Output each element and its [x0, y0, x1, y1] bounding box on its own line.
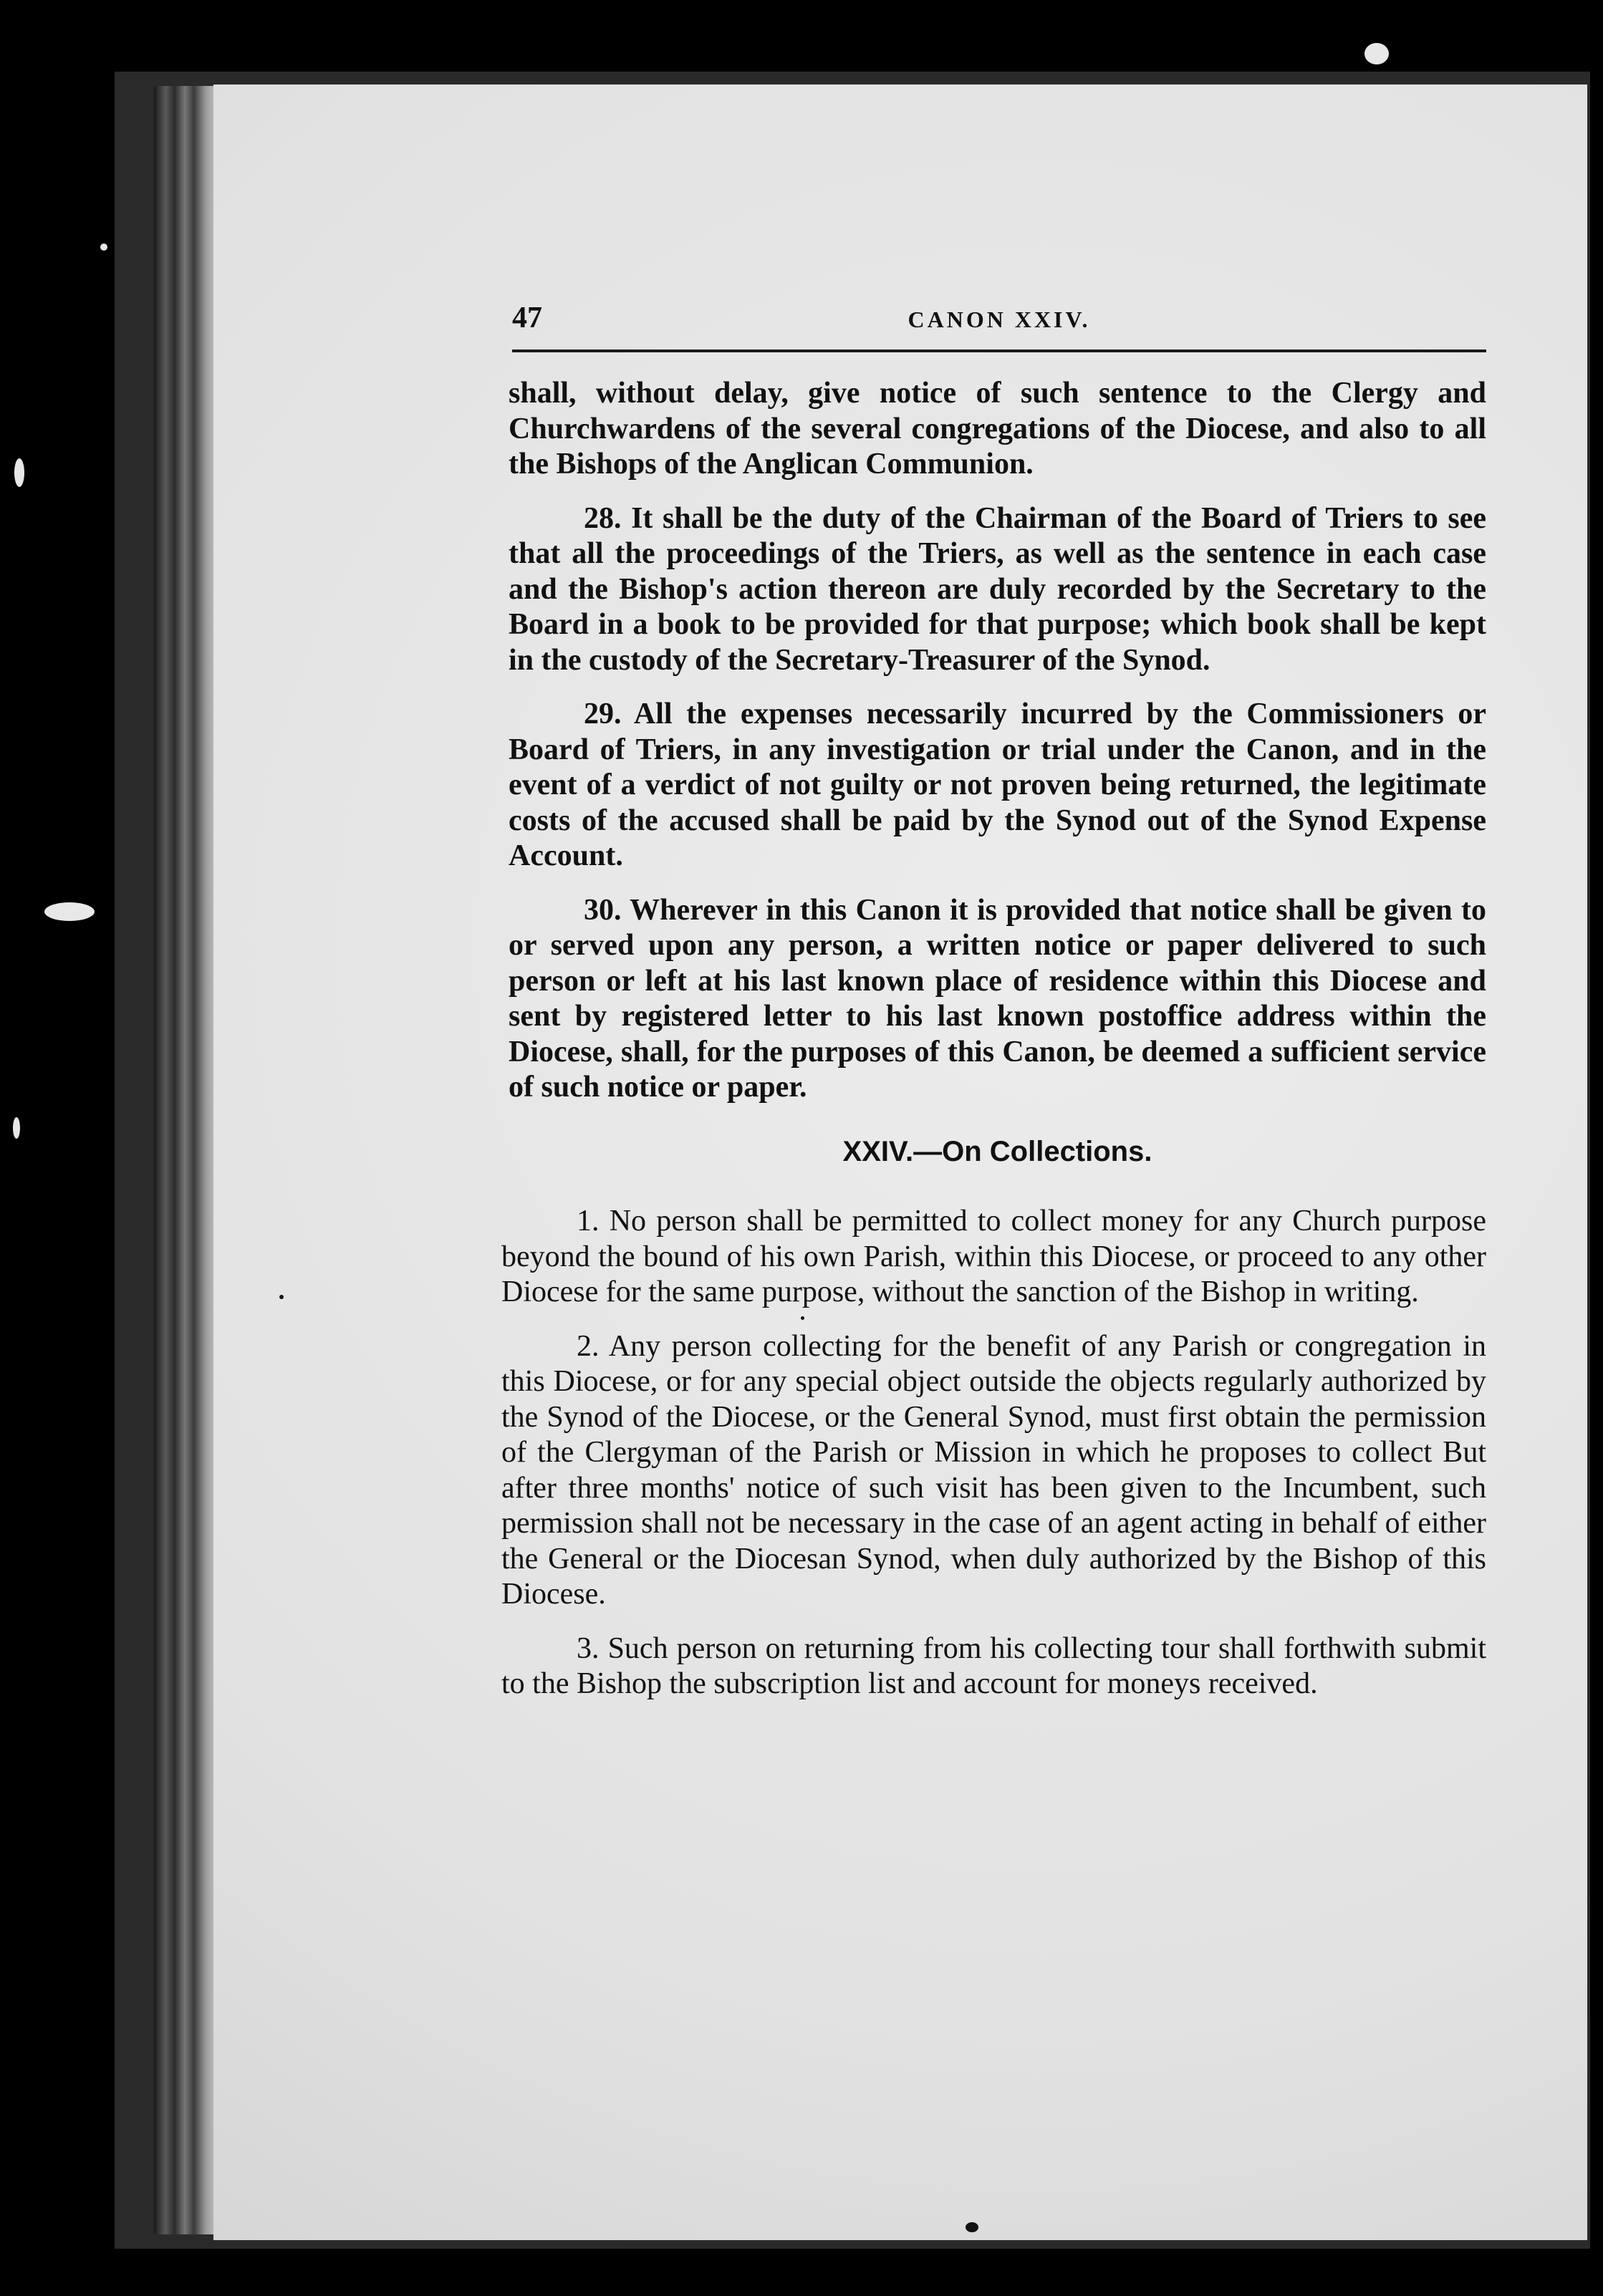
collections-paragraph-2 [501, 1329, 1486, 1613]
scan-speck [44, 902, 95, 921]
collections-paragraph-3 [501, 1631, 1486, 1702]
paragraph-number: 30. [584, 893, 622, 927]
paragraph-28 [509, 501, 1486, 679]
running-head: CANON XXIV. [908, 307, 1091, 332]
scan-speck [279, 1295, 284, 1299]
scan-speck [14, 458, 24, 487]
section-heading: XXIV.—On Collections. [842, 1135, 1152, 1167]
scan-speck [100, 243, 107, 251]
paragraph-number: 29. [584, 698, 622, 730]
paragraph-number: 2. [577, 1329, 600, 1363]
page-number: 47 [512, 302, 542, 334]
collections-section [501, 1204, 1486, 1702]
paragraph-text: Any person collecting for the benefit of any Parish or congregation in this Diocese, or for any special object outside the objects regularly authorized by the Synod of the Diocese, or the General Synod, must first obtain the permission of the Clergyman of the Parish or Mission in which he proposes to collect But after three months' notice of such visit has been given to the Incumbent, such permission shall not be necessary in the case of an agent acting in behalf of either the General or the Diocesan Synod, when duly authorized by the Bishop of this Diocese. [501, 1329, 1487, 1611]
paragraph-text: All the expenses necessarily incurred by the Commissioners or Board of Triers, in any investigation or trial under the Canon, and in the event of a verdict of not guilty or not proven being returned, the legitimate costs of the accused shall be paid by the Synod out of the Synod Expense Account. [509, 698, 1487, 872]
paragraph-text: Wherever in this Canon it is provided that notice shall be given to or served upon any person, a written notice or paper delivered to such person or left at his last known place of residence within this Diocese and sent by registered letter to his last known postoffice address within the Diocese, shall, for the purposes of this Canon, be deemed a sufficient service of such notice or paper. [509, 893, 1486, 1104]
book-spine [154, 86, 218, 2234]
paragraph-29 [509, 697, 1486, 874]
collections-paragraph-1 [501, 1204, 1486, 1311]
paragraph-text: Such person on returning from his collecting tour shall forthwith submit to the Bishop the subscription list and account for moneys received. [501, 1631, 1486, 1700]
page-header [512, 301, 1486, 344]
paragraph-number: 1. [577, 1205, 600, 1238]
paragraph-number: 28. [584, 501, 622, 535]
continued-paragraph [509, 376, 1486, 483]
paragraph-text: It shall be the duty of the Chairman of the Board of Triers to see that all the proceedings of the Triers, as well as the sentence in each case and the Bishop's action thereon are duly recorded by the Secretary to the Board in a book to be provided for that purpose; which book shall be kept in the custody of the Secretary-Treasurer of the Synod. [509, 501, 1487, 677]
page-body [501, 376, 1487, 1721]
paragraph-text: No person shall be permitted to collect money for any Church purpose beyond the bound of his own Parish, within this Diocese, or proceed to any other Diocese for the same purpose, without the sanction of the Bishop in writing. [501, 1205, 1487, 1308]
paragraph-30 [509, 893, 1486, 1106]
paragraph-text: shall, without delay, give notice of such sentence to the Clergy and Churchwardens of the several congregations of the Diocese, and also to all the Bishops of the Anglican Communion. [509, 377, 1486, 481]
scan-speck [13, 1117, 20, 1139]
header-rule [512, 349, 1486, 352]
scan-speck [966, 2222, 978, 2232]
scan-speck [1364, 43, 1389, 64]
paragraph-number: 3. [577, 1631, 600, 1665]
